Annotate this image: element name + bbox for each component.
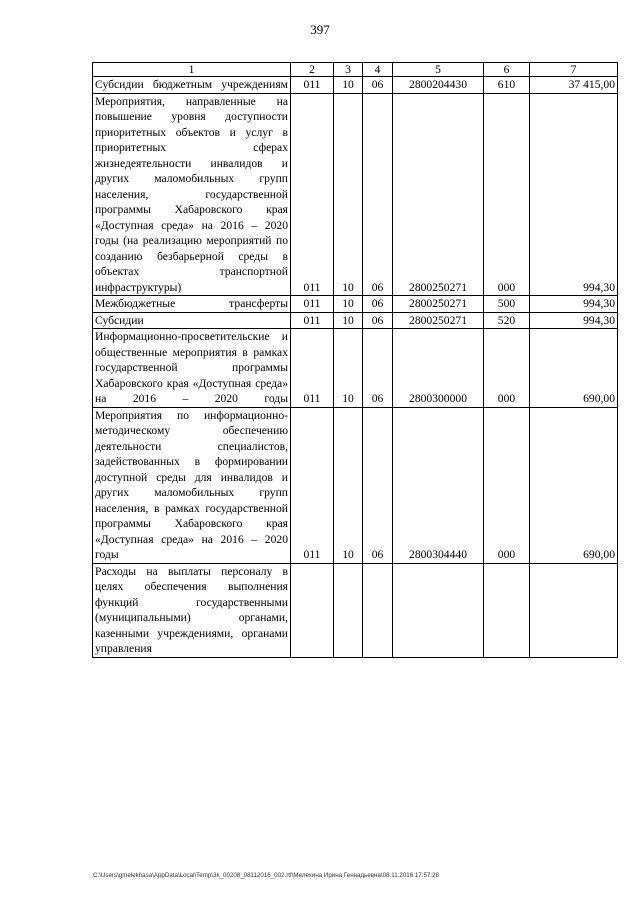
cell-ministry: 011 [291, 77, 334, 94]
cell-subsection: 06 [363, 407, 393, 563]
cell-ministry: 011 [291, 407, 334, 563]
cell-ministry: 011 [291, 329, 334, 408]
column-header: 2 [291, 63, 334, 77]
cell-section: 10 [334, 407, 363, 563]
cell-target-article: 2800250271 [393, 296, 484, 313]
cell-amount: 994,30 [530, 93, 618, 296]
cell-ministry: 011 [291, 296, 334, 313]
cell-amount: 690,00 [530, 407, 618, 563]
cell-expense-type: 500 [484, 296, 530, 313]
table-row [93, 329, 618, 408]
cell-subsection: 06 [363, 93, 393, 296]
cell-amount [530, 563, 618, 657]
table-row [93, 77, 618, 94]
cell-expense-type: 000 [484, 407, 530, 563]
cell-subsection [363, 563, 393, 657]
cell-ministry: 011 [291, 312, 334, 329]
row-name: Межбюджетные трансферты [93, 296, 291, 313]
cell-section: 10 [334, 93, 363, 296]
table-header-row [93, 63, 618, 77]
column-header: 5 [393, 63, 484, 77]
cell-amount: 994,30 [530, 296, 618, 313]
row-name: Расходы на выплаты персоналу в целях обеспечения выполнения функций государственными (муниципальными) органами, казенными учреждениями, органами управления [93, 563, 291, 657]
cell-section: 10 [334, 312, 363, 329]
table-row [93, 563, 618, 657]
table-row [93, 93, 618, 296]
column-header: 4 [363, 63, 393, 77]
cell-amount: 37 415,00 [530, 77, 618, 94]
budget-table [92, 62, 618, 658]
cell-amount: 994,30 [530, 312, 618, 329]
cell-expense-type: 000 [484, 93, 530, 296]
cell-target-article: 2800250271 [393, 93, 484, 296]
cell-section: 10 [334, 296, 363, 313]
cell-subsection: 06 [363, 329, 393, 408]
cell-subsection: 06 [363, 77, 393, 94]
cell-section: 10 [334, 329, 363, 408]
document-path-footer: C:\Users\gmelekhasa\AppData\Local\Temp\3k_00208_08112016_002.rtf\Мелехина Ирина Геннадьевна\08.11.2016 17:57:28 [93, 872, 439, 879]
table-row [93, 407, 618, 563]
cell-target-article: 2800250271 [393, 312, 484, 329]
cell-expense-type [484, 563, 530, 657]
cell-amount: 690,00 [530, 329, 618, 408]
row-name: Информационно-просветительские и общественные мероприятия в рамках государственной программы Хабаровского края «Доступная среда» на 2016 – 2020 годы [93, 329, 291, 408]
column-header: 1 [93, 63, 291, 77]
cell-target-article [393, 563, 484, 657]
table-row [93, 312, 618, 329]
cell-target-article: 2800304440 [393, 407, 484, 563]
table-row [93, 296, 618, 313]
cell-subsection: 06 [363, 296, 393, 313]
column-header: 6 [484, 63, 530, 77]
cell-section: 10 [334, 77, 363, 94]
page-number: 397 [310, 22, 330, 37]
cell-expense-type: 000 [484, 329, 530, 408]
cell-expense-type: 520 [484, 312, 530, 329]
column-header: 7 [530, 63, 618, 77]
cell-section [334, 563, 363, 657]
cell-ministry [291, 563, 334, 657]
row-name: Субсидии бюджетным учреждениям [93, 77, 291, 94]
cell-target-article: 2800300000 [393, 329, 484, 408]
cell-subsection: 06 [363, 312, 393, 329]
row-name: Мероприятия по информационно-методическому обеспечению деятельности специалистов, задействованных в формировании доступной среды для инвалидов и других маломобильных групп населения, в рамках государственной программы Хабаровского края «Доступная среда» на 2016 – 2020 годы [93, 407, 291, 563]
cell-expense-type: 610 [484, 77, 530, 94]
column-header: 3 [334, 63, 363, 77]
row-name: Мероприятия, направленные на повышение уровня доступности приоритетных объектов и услуг в приоритетных сферах жизнедеятельности инвалидов и других маломобильных групп населения, государственной программы Хабаровского края «Доступная среда» на 2016 – 2020 годы (на реализацию мероприятий по созданию безбарьерной среды в объектах транспортной инфраструктуры) [93, 93, 291, 296]
cell-ministry: 011 [291, 93, 334, 296]
row-name: Субсидии [93, 312, 291, 329]
cell-target-article: 2800204430 [393, 77, 484, 94]
